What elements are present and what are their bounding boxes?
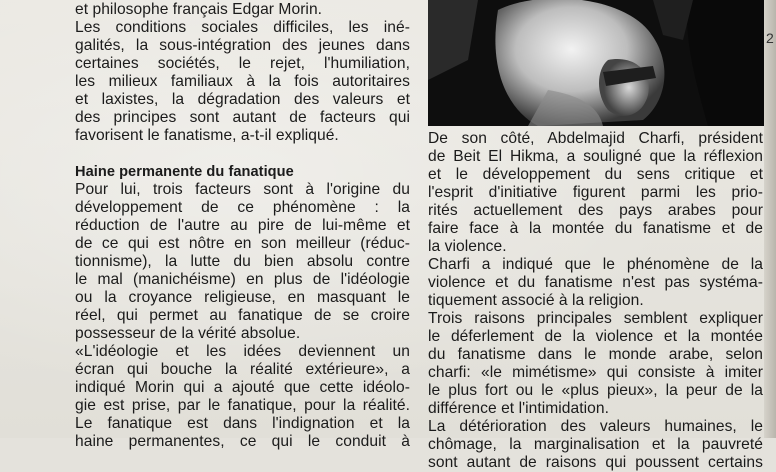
text-line: rités actuellement des pays arabes pour	[428, 202, 763, 219]
text-line: réduction de l'autre au pire de lui-même et	[75, 217, 410, 234]
text-line: tionnisme), la lutte du bien absolu contre	[75, 253, 410, 270]
adjacent-page-fragment: 2	[766, 30, 774, 46]
text-line: certaines sociétés, le rejet, l'humiliation,	[75, 55, 410, 72]
text-line: Charfi a indiqué que le phénomène de la	[428, 256, 763, 273]
text-line: «L'idéologie et les idées deviennent un	[75, 343, 410, 360]
text-line: sont autant de raisons qui poussent certains	[428, 454, 763, 471]
text-line: des principes sont autant de facteurs qui	[75, 109, 410, 126]
text-line: le mal (manichéisme) en plus de l'idéologie	[75, 271, 410, 288]
text-line: de ce qui est nôtre en son meilleur (réduc-	[75, 235, 410, 252]
text-line: le déferlement de la violence et la montée	[428, 328, 763, 345]
text-line: ou la croyance religieuse, en masquant le	[75, 289, 410, 306]
text-line: tiquement associé à la religion.	[428, 292, 644, 309]
text-line: faire face à la montée du fanatisme et de	[428, 220, 763, 237]
text-line: haine permanentes, ce qui le conduit à	[75, 433, 410, 450]
article-photo	[428, 0, 764, 126]
text-line: développement de ce phénomène : la	[75, 199, 410, 216]
text-line: violence et du fanatisme n'est pas systéma-	[428, 274, 763, 291]
text-line: La détérioration des valeurs humaines, le	[428, 418, 763, 435]
text-line: charfi: «le mimétisme» qui consiste à imiter	[428, 364, 763, 381]
text-line: de Beit El Hikma, a souligné que la réflexion	[428, 148, 763, 165]
text-line: favorisent le fanatisme, a-t-il expliqué.	[75, 127, 339, 144]
text-line: chômage, la marginalisation et la pauvreté	[428, 436, 763, 453]
text-line: Les conditions sociales difficiles, les iné-	[75, 19, 410, 36]
subheading: Haine permanente du fanatique	[75, 164, 294, 180]
text-line: réel, qui permet au fanatique de se croire	[75, 307, 410, 324]
text-line: les milieux familiaux à la fois autoritaires	[75, 73, 410, 90]
text-line: indiqué Morin qui a ajouté que cette idéolo-	[75, 379, 410, 396]
right-column	[428, 130, 763, 472]
left-column	[75, 1, 410, 451]
paragraph-gap	[75, 145, 410, 163]
text-line: du fanatisme dans le monde arabe, selon	[428, 346, 763, 363]
text-line: différence et l'intimidation.	[428, 400, 609, 417]
text-line: Le fanatique est dans l'indignation et la	[75, 415, 410, 432]
text-line: galités, la sous-intégration des jeunes dans	[75, 37, 410, 54]
text-line: la violence.	[428, 238, 507, 255]
text-line: l'esprit d'initiative figurent parmi les prio-	[428, 184, 763, 201]
text-line: Pour lui, trois facteurs sont à l'origine du	[75, 181, 410, 198]
text-line: possesseur de la vérité absolue.	[75, 325, 301, 342]
text-line: et philosophe français Edgar Morin.	[75, 1, 323, 18]
text-line: écran qui bouche la réalité extérieure», a	[75, 361, 410, 378]
photo-illustration	[428, 0, 764, 126]
text-line: De son côté, Abdelmajid Charfi, président	[428, 130, 763, 147]
text-line: le plus fort ou le «plus pieux», la peur de la	[428, 382, 763, 399]
text-line: et le développement du sens critique et	[428, 166, 763, 183]
text-line: gie est prise, par le fanatique, pour la réalité.	[75, 397, 410, 414]
text-line: et laxistes, la dégradation des valeurs et	[75, 91, 410, 108]
adjacent-page-edge	[764, 0, 776, 438]
text-line: Trois raisons principales semblent expliquer	[428, 310, 763, 327]
